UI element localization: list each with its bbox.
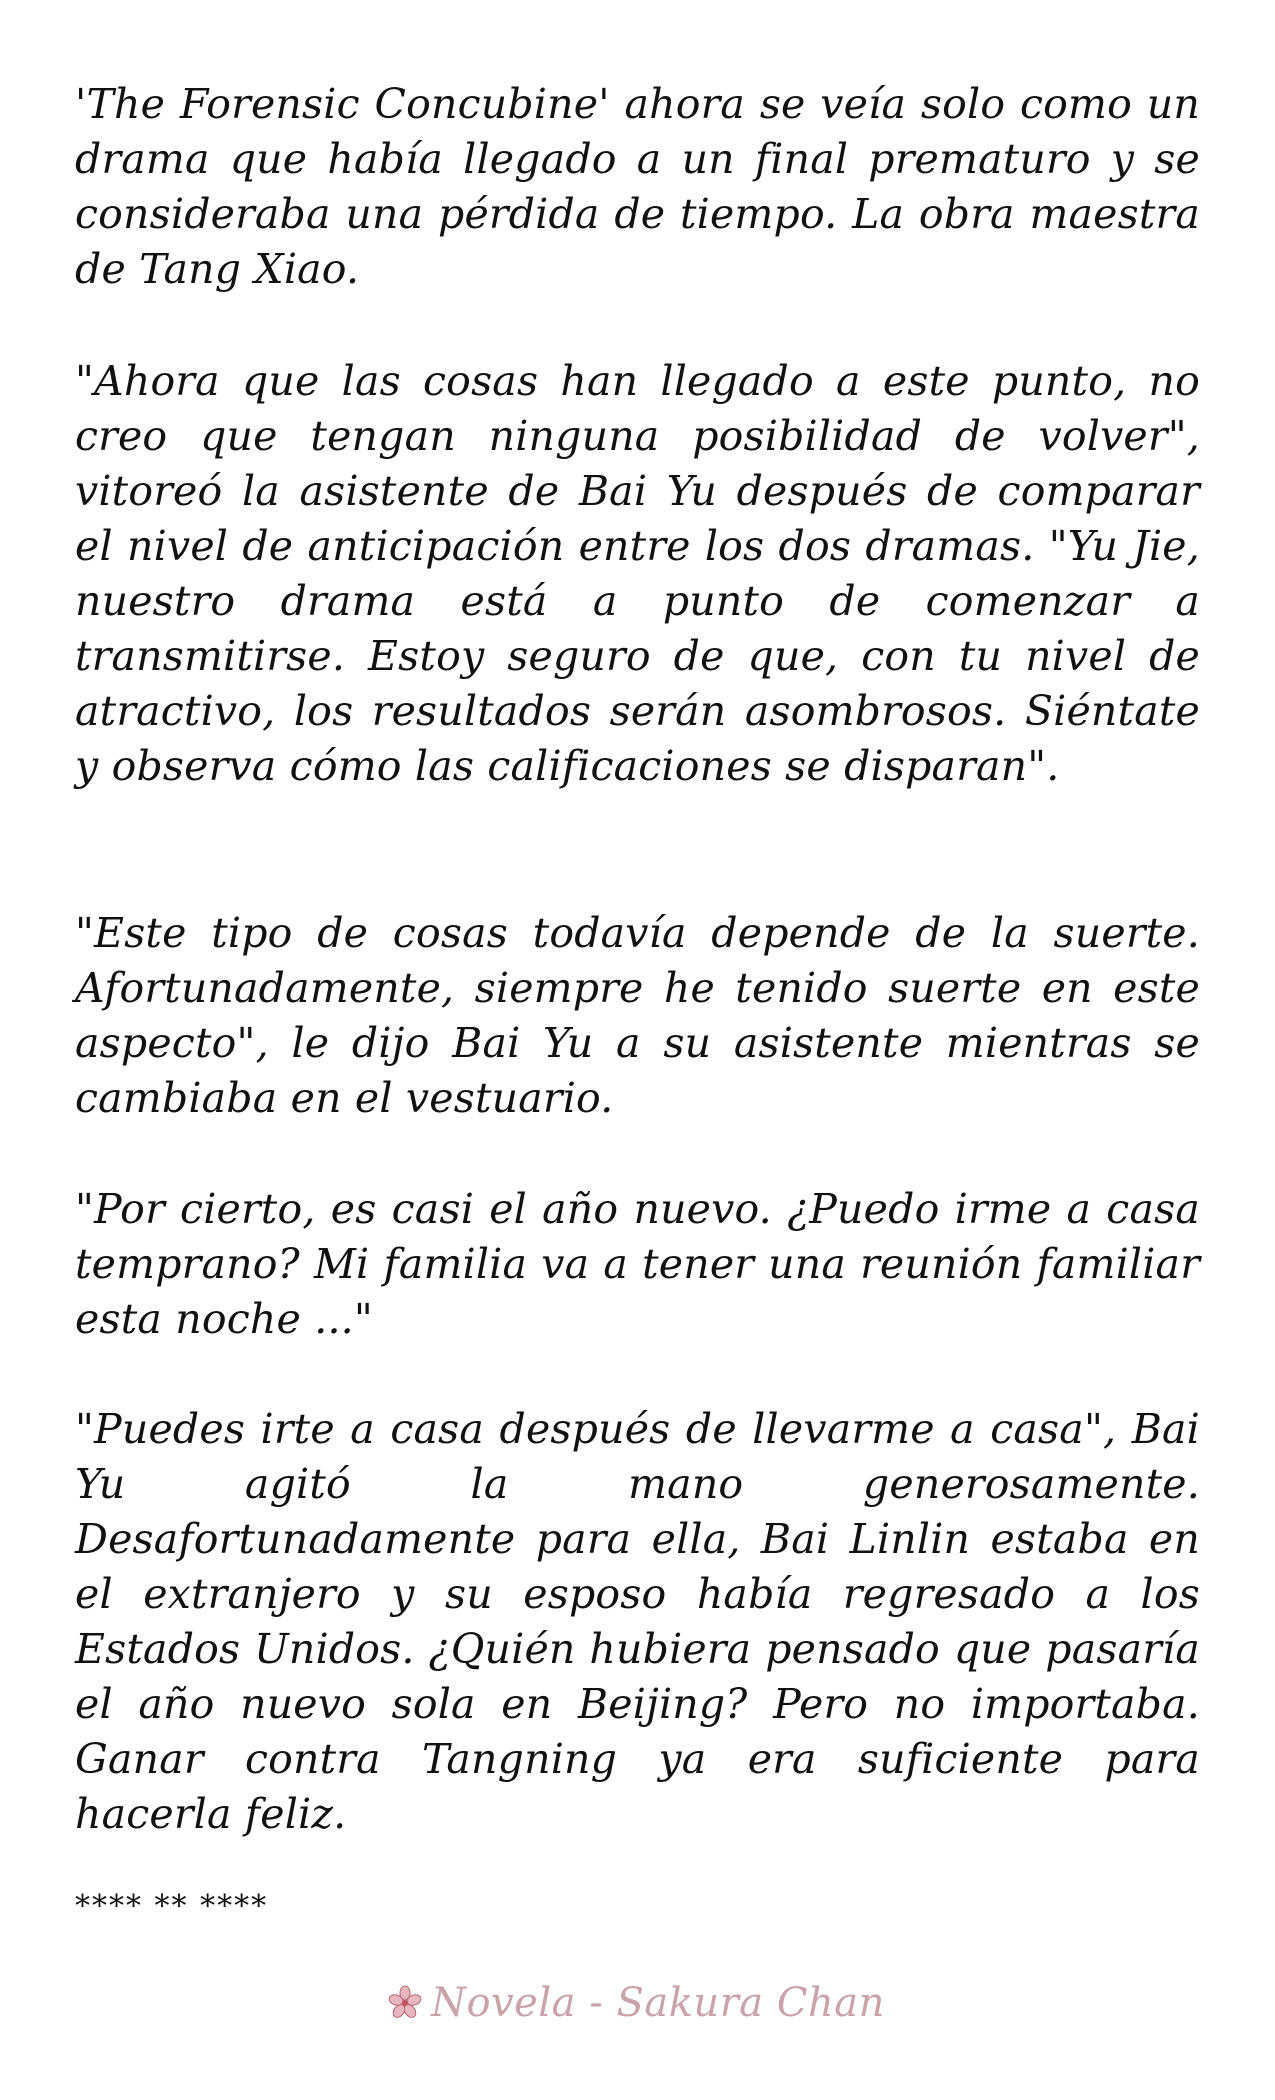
paragraph-3: "Este tipo de cosas todavía depende de la suerte. Afortunadamente, siempre he tenido suerte en este aspecto", le dijo Bai Yu a su asistente mientras se cambiaba en el vestuario. bbox=[75, 909, 1200, 1122]
paragraph-2: "Ahora que las cosas han llegado a este punto, no creo que tengan ninguna posibilidad de volver", vitoreó la asistente de Bai Yu después de comparar el nivel de anticipación entre los dos dramas. "Yu Jie, nuestro drama está a punto de comenzar a transmitirse. Estoy seguro de que, con tu nivel de atractivo, los resultados serán asombrosos. Siéntate y observa cómo las calificaciones se disparan". bbox=[75, 357, 1200, 790]
paragraph-1: 'The Forensic Concubine' ahora se veía solo como un drama que había llegado a un final prematuro y se consideraba una pérdida de tiempo. La obra maestra de Tang Xiao. bbox=[75, 80, 1200, 293]
section-separator: **** ** **** bbox=[75, 1889, 269, 1924]
paragraph-4: "Por cierto, es casi el año nuevo. ¿Puedo irme a casa temprano? Mi familia va a tener una reunión familiar esta noche ..." bbox=[75, 1185, 1200, 1343]
watermark bbox=[385, 1978, 885, 2028]
paragraph-5: "Puedes irte a casa después de llevarme a casa", Bai Yu agitó la mano generosamente. Desafortunadamente para ella, Bai Linlin estaba en el extranjero y su esposo había regresado a los Estados Unidos. ¿Quién hubiera pensado que pasaría el año nuevo sola en Beijing? Pero no importaba. Ganar contra Tangning ya era suficiente para hacerla feliz. bbox=[75, 1405, 1200, 1838]
watermark-text: Novela - Sakura Chan bbox=[431, 1980, 885, 2026]
cherry-blossom-icon bbox=[385, 1983, 425, 2023]
